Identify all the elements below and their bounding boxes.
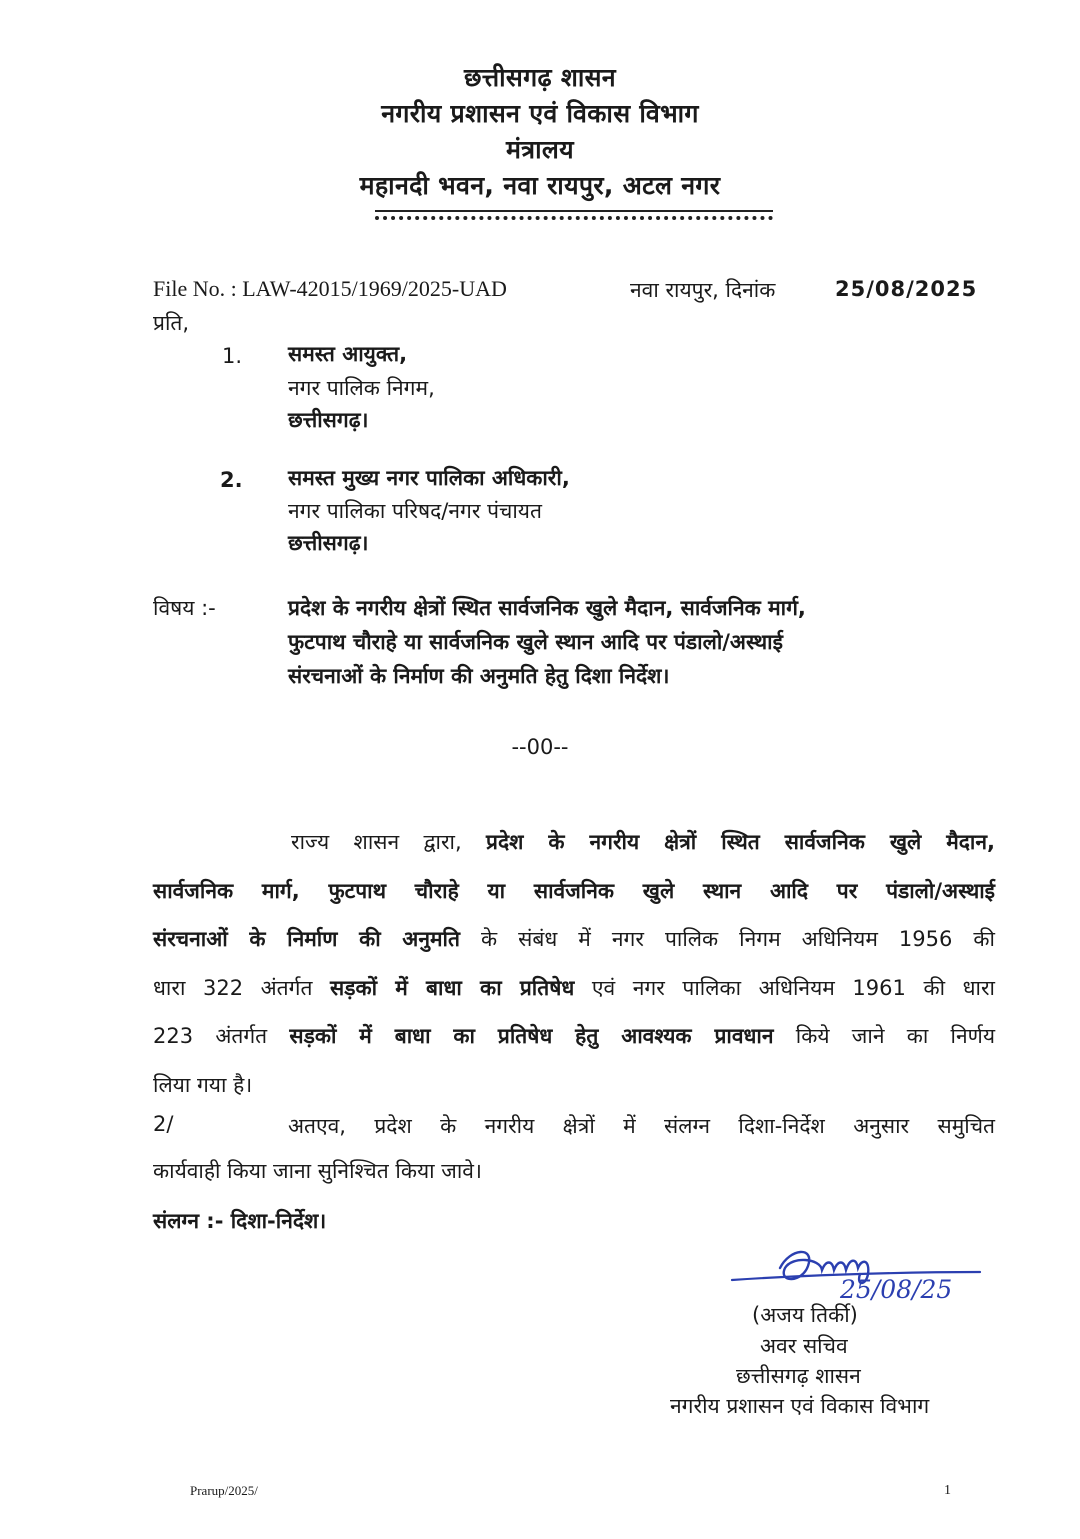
signatory-org-2: नगरीय प्रशासन एवं विकास विभाग [670, 1394, 930, 1418]
para2-number: 2/ [153, 1112, 174, 1136]
separator: --00-- [511, 735, 569, 759]
subject-line-1: प्रदेश के नगरीय क्षेत्रों स्थित सार्वजनिक खुले मैदान, सार्वजनिक मार्ग, [288, 596, 806, 620]
header-ministry: मंत्रालय [506, 135, 574, 164]
paragraph-1 [153, 818, 995, 1109]
recipient-2-number: 2. [220, 468, 243, 492]
letter-date: 25/08/2025 [835, 277, 978, 301]
subject-line-2: फुटपाथ चौराहे या सार्वजनिक खुले स्थान आदि पर पंडालो/अस्थाई [288, 630, 783, 654]
recipient-1-state: छत्तीसगढ़। [288, 408, 369, 432]
signatory-org-1: छत्तीसगढ़ शासन [736, 1364, 861, 1388]
signatory-designation: अवर सचिव [760, 1334, 848, 1358]
header-department: नगरीय प्रशासन एवं विकास विभाग [381, 99, 699, 128]
subject-line-3: संरचनाओं के निर्माण की अनुमति हेतु दिशा निर्देश। [288, 664, 670, 688]
recipient-1-body: नगर पालिक निगम, [288, 376, 435, 400]
para1-line-2: सार्वजनिक मार्ग, फुटपाथ चौराहे या सार्वजनिक खुले स्थान आदि पर पंडालो/अस्थाई [153, 878, 995, 903]
recipient-2-body: नगर पालिका परिषद/नगर पंचायत [288, 499, 542, 523]
signatory-name: (अजय तिर्की) [752, 1303, 858, 1327]
para1-line-4: धारा 322 अंतर्गत सड़कों में बाधा का प्रतिषेध एवं नगर पालिका अधिनियम 1961 की धारा [153, 975, 995, 1000]
para1-line-6: लिया गया है। [153, 1072, 253, 1097]
recipient-1-title: समस्त आयुक्त, [288, 342, 408, 366]
place-date-label: नवा रायपुर, दिनांक [630, 278, 776, 302]
subject-label: विषय :- [153, 596, 216, 620]
para1-line-1: राज्य शासन द्वारा, प्रदेश के नगरीय क्षेत्रों स्थित सार्वजनिक खुले मैदान, [291, 830, 995, 854]
recipient-1-number: 1. [222, 344, 243, 368]
para1-line-3: संरचनाओं के निर्माण की अनुमति के संबंध में नगर पालिक निगम अधिनियम 1956 की [153, 927, 995, 951]
page-number: 1 [944, 1483, 951, 1498]
recipient-2-title: समस्त मुख्य नगर पालिका अधिकारी, [288, 466, 570, 490]
para2-line-2: कार्यवाही किया जाना सुनिश्चित किया जावे। [153, 1159, 482, 1183]
prati-label: प्रति, [153, 311, 190, 335]
header-divider [375, 210, 773, 226]
file-number: File No. : LAW-42015/1969/2025-UAD [153, 276, 507, 301]
para2-line-1: अतएव, प्रदेश के नगरीय क्षेत्रों में संलग्न दिशा-निर्देश अनुसार समुचित [288, 1114, 995, 1138]
header-government: छत्तीसगढ़ शासन [464, 63, 616, 92]
recipient-2-state: छत्तीसगढ़। [288, 531, 369, 555]
para1-line-5: 223 अंतर्गत सड़कों में बाधा का प्रतिषेध हेतु आवश्यक प्रावधान किये जाने का निर्णय [153, 1024, 996, 1048]
signature-date-handwritten: 25/08/25 [840, 1275, 953, 1304]
enclosure: संलग्न :- दिशा-निर्देश। [153, 1209, 327, 1233]
footer-reference: Prarup/2025/ [190, 1483, 258, 1498]
header-address: महानदी भवन, नवा रायपुर, अटल नगर [359, 171, 721, 200]
